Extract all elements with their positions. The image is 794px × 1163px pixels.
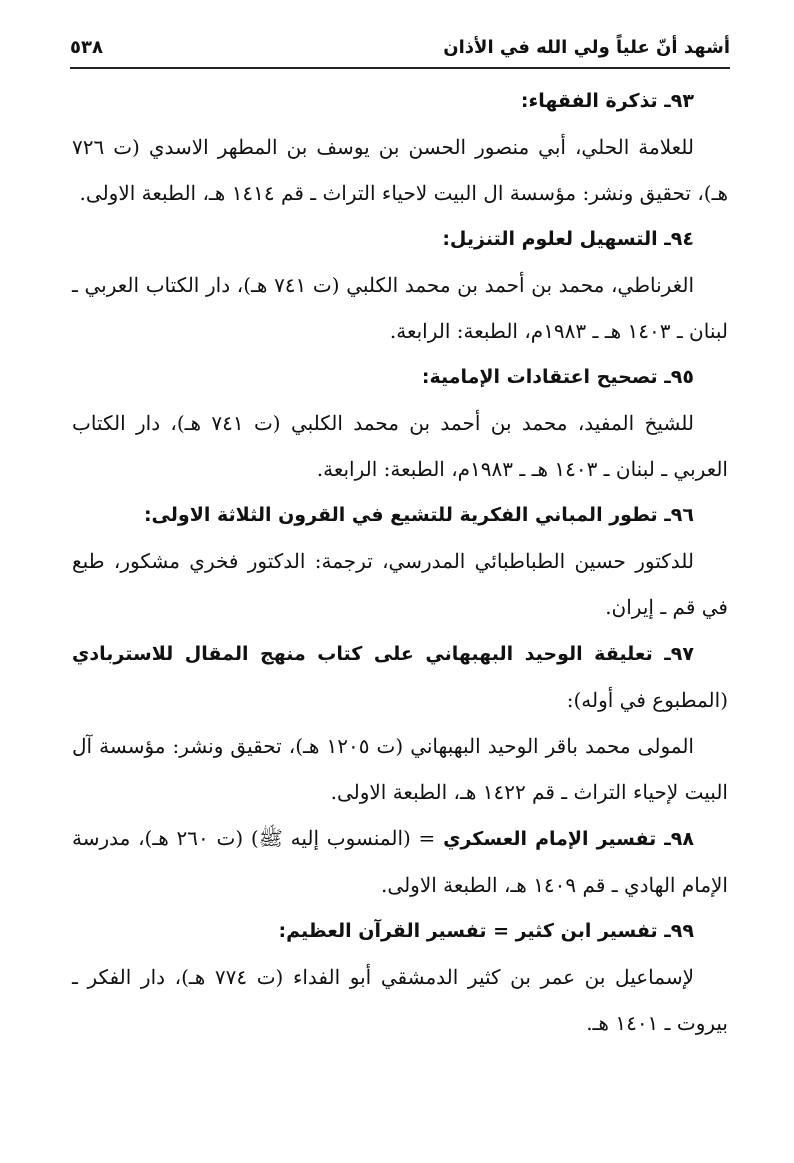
entry-title-bold: ٩٧ـ تعليقة الوحيد البهبهاني على كتاب منهج المقال للاستربادي xyxy=(72,643,694,665)
entry-text: المولى محمد باقر الوحيد البهبهاني (ت ١٢٠٥ هـ)، تحقيق ونشر: مؤسسة آل البيت لإحياء التراث ـ قم ١٤٢٢ هـ، الطبعة الاولى. xyxy=(72,734,728,804)
entry-text: للعلامة الحلي، أبي منصور الحسن بن يوسف بن المطهر الاسدي (ت ٧٢٦ هـ)، تحقيق ونشر: مؤسسة ال البيت لاحياء التراث ـ قم ١٤١٤ هـ، الطبعة الاولى. xyxy=(72,135,728,205)
bibliography-entry-97 xyxy=(72,630,728,815)
entry-title: ٩٦ـ تطور المباني الفكرية للتشيع في القرون الثلاثة الاولى: xyxy=(143,504,694,526)
bibliography-entry-93 xyxy=(72,78,728,216)
entry-text: للدكتور حسين الطباطبائي المدرسي، ترجمة: الدكتور فخري مشكور، طبع في قم ـ إيران. xyxy=(72,549,728,619)
entry-title xyxy=(72,630,728,723)
entry-title: ٩٤ـ التسهيل لعلوم التنزيل: xyxy=(442,228,694,250)
page-number: ٥٣٨ xyxy=(70,36,103,58)
entry-title xyxy=(72,815,728,908)
entry-title-rest: (المطبوع في أوله): xyxy=(566,688,728,712)
bibliography-entry-94 xyxy=(72,216,728,354)
bibliography-entry-99 xyxy=(72,908,728,1046)
entry-title-bold: ٩٨ـ تفسير الإمام العسكري xyxy=(443,828,694,850)
entry-title: ٩٩ـ تفسير ابن كثير = تفسير القرآن العظيم: xyxy=(278,920,694,942)
bibliography-list xyxy=(72,78,728,1046)
bibliography-entry-98 xyxy=(72,815,728,908)
running-title: أشهد أنّ علياً ولي الله في الأذان xyxy=(443,36,730,58)
entry-title: ٩٥ـ تصحيح اعتقادات الإمامية: xyxy=(421,366,694,388)
entry-text: الغرناطي، محمد بن أحمد بن محمد الكلبي (ت ٧٤١ هـ)، دار الكتاب العربي ـ لبنان ـ ١٤٠٣ هـ ـ ١٩٨٣م، الطبعة: الرابعة. xyxy=(72,273,728,343)
running-header xyxy=(70,30,730,64)
entry-title-rest: = (المنسوب إليه ﷺ) (ت ٢٦٠ هـ)، مدرسة الإمام الهادي ـ قم ١٤٠٩ هـ، الطبعة الاولى. xyxy=(72,826,728,897)
bibliography-entry-96 xyxy=(72,492,728,630)
entry-text: لإسماعيل بن عمر بن كثير الدمشقي أبو الفداء (ت ٧٧٤ هـ)، دار الفكر ـ بيروت ـ ١٤٠١ هـ. xyxy=(72,965,728,1035)
entry-title: ٩٣ـ تذكرة الفقهاء: xyxy=(520,90,694,112)
header-divider xyxy=(70,67,730,69)
entry-text: للشيخ المفيد، محمد بن أحمد بن محمد الكلبي (ت ٧٤١ هـ)، دار الكتاب العربي ـ لبنان ـ ١٤٠٣ هـ ـ ١٩٨٣م، الطبعة: الرابعة. xyxy=(72,411,728,481)
bibliography-entry-95 xyxy=(72,354,728,492)
